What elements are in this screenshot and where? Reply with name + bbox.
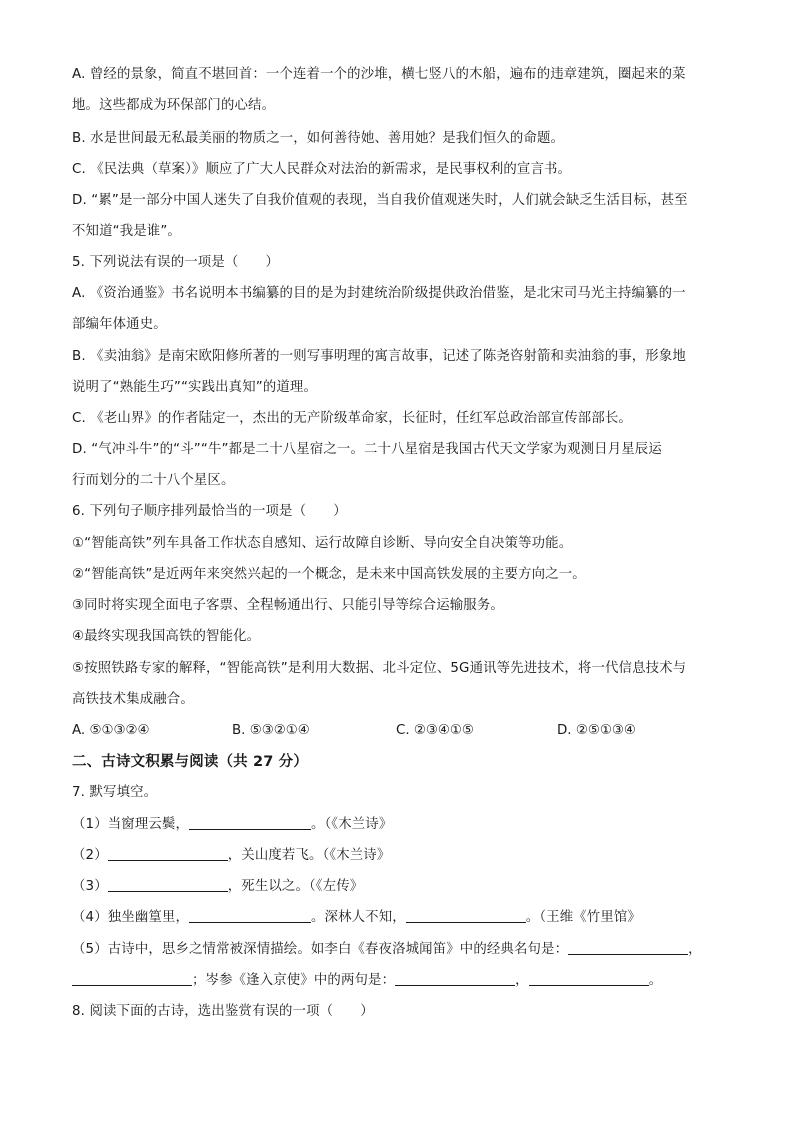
q6-sentence-5-line1: ⑤按照铁路专家的解释，“智能高铁”是利用大数据、北斗定位、5G通讯等先进技术，将一代信息技术与 [72,661,687,676]
q5-option-a-line2: 部编年体通史。 [72,317,167,332]
q7-item-4-suffix: 。（王维《竹里馆》 [525,910,641,925]
answer-blank[interactable] [189,815,311,830]
q6-option-d: D. ②⑤①③④ [557,723,636,738]
q6-sentence-4: ④最终实现我国高铁的智能化。 [72,629,261,644]
q6-sentence-3: ③同时将实现全面电子客票、全程畅通出行、只能引导等综合运输服务。 [72,598,504,613]
q7-item-3-prefix: （3） [72,879,108,894]
q4-option-d-line1: D. “累”是一部分中国人迷失了自我价值观的表现，当自我价值观迷失时，人们就会缺乏生活目标，甚至 [72,193,688,208]
q7-item-5-line1 [72,940,702,960]
q4-option-b: B. 水是世间最无私最美丽的物质之一，如何善待她、善用她？是我们恒久的命题。 [72,131,565,146]
q7-item-4-prefix: （4）独坐幽篁里， [72,910,189,925]
q5-option-b-line1: B. 《卖油翁》是南宋欧阳修所著的一则写事明理的寓言故事，记述了陈尧咨射箭和卖油翁的事，形象地 [72,349,686,364]
q7-item-5-comma: ， [688,942,702,957]
answer-blank[interactable] [406,908,526,923]
q6-sentence-5-line2: 高铁技术集成融合。 [72,692,194,707]
q7-item-5-end: 。 [648,973,663,988]
q6-stem: 6. 下列句子顺序排列最恰当的一项是（ ） [72,504,347,519]
q4-option-d-line2: 不知道“我是谁”。 [72,224,181,239]
q7-item-1-suffix: 。（《木兰诗》 [311,817,393,832]
q7-item-2-prefix: （2） [72,848,108,863]
q6-option-a: A. ⑤①③②④ [72,723,150,738]
q7-item-1-prefix: （1）当窗理云鬓， [72,817,189,832]
q5-stem: 5. 下列说法有误的一项是（ ） [72,255,280,270]
q7-item-2-suffix: ，关山度若飞。（《木兰诗》 [227,848,391,863]
q6-option-b: B. ⑤③②①④ [232,723,310,738]
q6-option-c: C. ②③④①⑤ [396,723,474,738]
answer-blank[interactable] [72,971,192,986]
q4-option-c: C. 《民法典（草案）》顺应了广大人民群众对法治的新需求，是民事权利的宣言书。 [72,162,572,177]
answer-blank[interactable] [108,846,228,861]
q5-option-b-line2: 说明了“熟能生巧”“实践出真知”的道理。 [72,380,317,395]
q7-item-5-comma2: ， [515,973,529,988]
q8-stem: 8. 阅读下面的古诗，选出鉴赏有误的一项（ ） [72,1004,374,1019]
q5-option-c: C. 《老山界》的作者陆定一，杰出的无产阶级革命家，长征时，任红军总政治部宣传部部长。 [72,411,632,426]
answer-blank[interactable] [529,971,649,986]
q7-item-3 [72,877,363,897]
q7-item-2 [72,846,390,866]
q4-option-a-line2: 地。这些都成为环保部门的心结。 [72,98,276,113]
q7-item-1 [72,815,392,835]
q7-item-5-prefix: （5）古诗中，思乡之情常被深情描绘。如李白《春夜洛城闻笛》中的经典名句是： [72,942,569,957]
q6-sentence-2: ②“智能高铁”是近两年来突然兴起的一个概念，是未来中国高铁发展的主要方向之一。 [72,567,586,582]
q5-option-d-line1: D. “气冲斗牛”的“斗”“牛”都是二十八星宿之一。二十八星宿是我国古代天文学家为观测日月星辰运 [72,442,662,457]
answer-blank[interactable] [189,908,311,923]
answer-blank[interactable] [395,971,515,986]
section-heading: 二、古诗文积累与阅读（共 27 分） [72,754,308,770]
q7-item-5-middle: ；岑参《逢入京使》中的两句是： [192,973,396,988]
q5-option-a-line1: A. 《资治通鉴》书名说明本书编纂的目的是为封建统治阶级提供政治借鉴，是北宋司马光主持编纂的一 [72,286,686,301]
q6-sentence-1: ①“智能高铁”列车具备工作状态自感知、运行故障自诊断、导向安全自决策等功能。 [72,536,573,551]
q7-item-4-middle: 。深林人不知， [311,910,406,925]
answer-blank[interactable] [568,940,688,955]
q7-item-3-suffix: ，死生以之。（《左传》 [227,879,364,894]
answer-blank[interactable] [108,877,228,892]
q7-item-5-line2 [72,971,662,991]
q7-item-4 [72,908,641,928]
q5-option-d-line2: 行而划分的二十八个星区。 [72,473,235,488]
q7-stem: 7. 默写填空。 [72,785,158,800]
q4-option-a-line1: A. 曾经的景象，简直不堪回首：一个连着一个的沙堆，横七竖八的木船，遍布的违章建筑，圈起来的菜 [72,67,686,82]
